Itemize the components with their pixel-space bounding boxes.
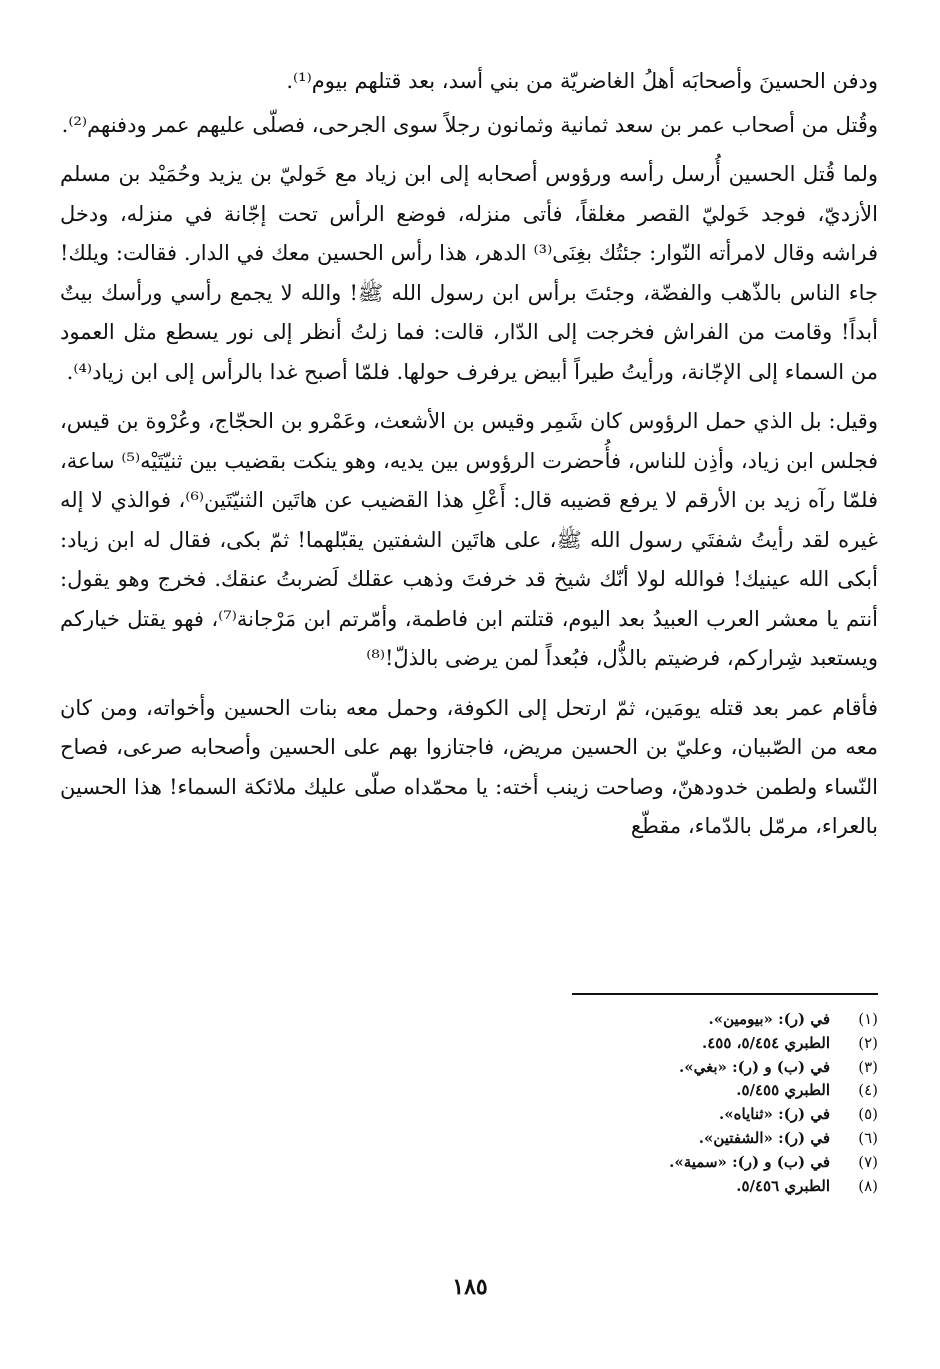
main-text [60, 62, 878, 857]
footnote-number: (١) [858, 1010, 878, 1028]
footnote-text: الطبري ٥/٤٥٤، ٤٥٥. [701, 1033, 830, 1052]
footnote-item [278, 1151, 878, 1175]
footnote-item [278, 1175, 878, 1199]
paragraph-4: وقيل: بل الذي حمل الرؤوس كان شَمِر وقيس بن الأشعث، وعَمْرو بن الحجّاج، وعُرْوة بن قيس، فجلس ابن زياد، وأذِن للناس، فأُحضرت الرؤوس بين يديه، وهو ينكت بقضيب بين ثنيّتَيْه⁽⁵⁾ ساعة، فلمّا رآه زيد بن الأرقم لا يرفع قضيبه قال: أَعْلِ هذا القضيب عن هاتَين الثنيّتَين⁽⁶⁾، فوالذي لا إله غيره لقد رأيتُ شفتَي رسول الله ﷺ، على هاتَين الشفتين يقبّلهما! ثمّ بكى، فقال له ابن زياد: أبكى الله عينيك! فوالله لولا أنّك شيخ قد خرفتَ وذهب عقلك لَضربتُ عنقك. فخرج وهو يقول: أنتم يا معشر العرب العبيدُ بعد اليوم، قتلتم ابن فاطمة، وأمّرتم ابن مَرْجانة⁽⁷⁾، فهو يقتل خياركم ويستعبد شِراركم، فرضيتم بالذُّل، فبُعداً لمن يرضى بالذلّ!⁽⁸⁾ [60, 409, 878, 670]
footnote-number: (٧) [858, 1152, 878, 1171]
paragraph-3: ولما قُتل الحسين أُرسل رأسه ورؤوس أصحابه إلى ابن زياد مع خَوليّ بن يزيد وحُمَيْد بن مسلم الأزديّ، فوجد خَوليّ القصر مغلقاً، فأتى منزله، فوضع الرأس تحت إجّانة في منزله، ودخل فراشه وقال لامرأته النّوار: جئتُك بغِنَى⁽³⁾ الدهر، هذا رأس الحسين معك في الدار. فقالت: ويلك! جاء الناس بالذّهب والفضّة، وجئتَ برأس ابن رسول الله ﷺ! والله لا يجمع رأسي ورأسك بيتٌ أبداً! وقامت من الفراش فخرجت إلى الدّار، قالت: فما زلتُ أنظر إلى نور يسطع مثل العمود من السماء إلى الإجّانة، ورأيتُ طيراً أبيض يرفرف حولها. فلمّا أصبح غدا بالرأس إلى ابن زياد⁽⁴⁾. [60, 162, 879, 384]
paragraph-1: ودفن الحسينَ وأصحابَه أهلُ الغاضريّة من بني أسد، بعد قتلهم بيوم⁽¹⁾. [286, 69, 878, 93]
footnote-text: في (ر): «الشفتين». [698, 1128, 830, 1147]
footnote-number: (٣) [858, 1057, 878, 1076]
footnote-text: الطبري ٥/٤٥٦. [736, 1176, 830, 1195]
footnote-item [278, 1103, 878, 1127]
page-number: ١٨٥ [452, 1274, 488, 1300]
paragraph-5: فأقام عمر بعد قتله يومَين، ثمّ ارتحل إلى الكوفة، وحمل معه بنات الحسين وأخواته، ومن كان معه من الصّبيان، وعليّ بن الحسين مريض، فاجتازوا بهم على الحسين وأصحابه صرعى، فصاح النّساء ولطمن خدودهنّ، وصاحت زينب أخته: يا محمّداه صلّى عليك ملائكة السماء! هذا الحسين بالعراء، مرمّل بالدّماء، مقطّع [60, 695, 878, 838]
footnote-text: في (ر): «بيومين». [708, 1010, 830, 1028]
footnote-number: (٢) [858, 1033, 878, 1052]
footnote-divider [572, 993, 878, 995]
footnote-item [278, 1127, 878, 1151]
paragraph-2: وقُتل من أصحاب عمر بن سعد ثمانية وثمانون رجلاً سوى الجرحى، فصلّى عليهم عمر ودفنهم⁽²⁾. [61, 112, 878, 137]
footnote-item [278, 1008, 878, 1032]
footnote-item [278, 1079, 878, 1103]
footnote-text: في (ب) و (ر): «بغي». [679, 1057, 830, 1076]
footnote-item [278, 1032, 878, 1056]
footnote-number: (٥) [858, 1105, 878, 1124]
footnote-text: الطبري ٥/٤٥٥. [736, 1081, 830, 1100]
footnote-item [278, 1056, 878, 1080]
footnote-text: في (ر): «ثناياه». [719, 1105, 830, 1124]
footnote-number: (٨) [858, 1176, 878, 1195]
footnote-number: (٤) [858, 1081, 878, 1100]
footnotes-list [278, 1008, 878, 1198]
footnote-number: (٦) [858, 1128, 878, 1147]
footnote-text: في (ب) و (ر): «سمية». [669, 1152, 830, 1171]
